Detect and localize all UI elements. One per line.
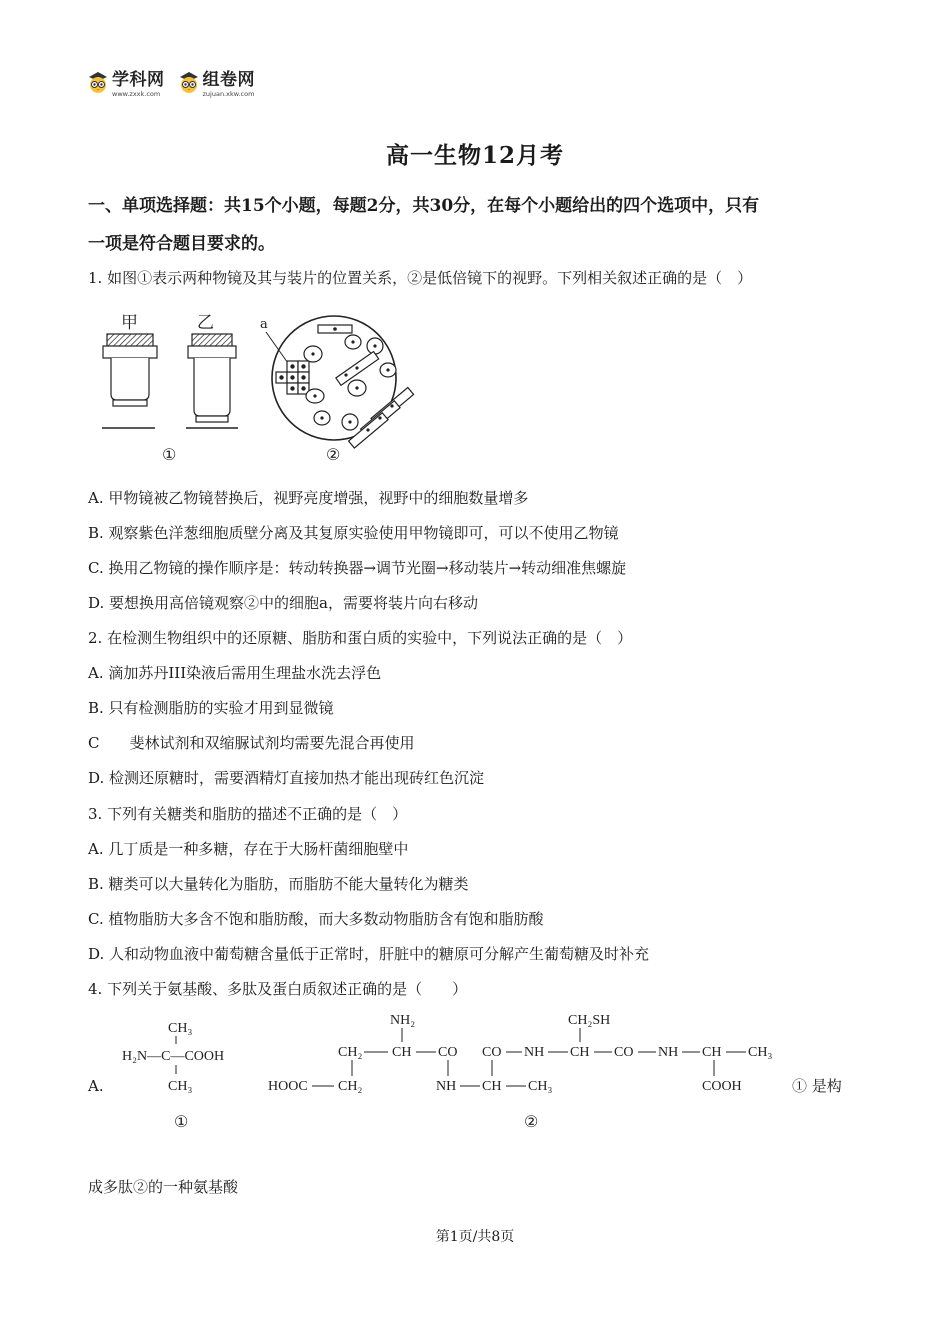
svg-text:COOH: COOH xyxy=(702,1079,742,1094)
logo-zujuan xyxy=(177,70,256,98)
svg-text:CH: CH xyxy=(482,1079,502,1094)
svg-text:HOOC: HOOC xyxy=(268,1079,308,1094)
owl-mascot-icon xyxy=(86,70,110,94)
q1-option-a: A. 甲物镜被乙物镜替换后，视野亮度增强，视野中的细胞数量增多 xyxy=(88,489,529,507)
svg-text:NH: NH xyxy=(524,1045,545,1060)
objective-jia xyxy=(102,313,157,428)
svg-text:CH₃: CH₃ xyxy=(168,1079,193,1094)
svg-text:CH₂: CH₂ xyxy=(338,1045,363,1060)
svg-text:CO: CO xyxy=(482,1045,502,1060)
caption-2: ② xyxy=(326,445,341,464)
svg-text:CH₃: CH₃ xyxy=(168,1021,193,1036)
section-heading-line2: 一项是符合题目要求的。 xyxy=(88,234,275,254)
svg-text:CH: CH xyxy=(570,1045,590,1060)
formula-polypeptide xyxy=(268,1013,772,1131)
objective-yi xyxy=(186,313,238,428)
page-title: 高一生物12月考 xyxy=(385,142,564,169)
owl-mascot-icon xyxy=(177,70,201,94)
q2-option-a: A. 滴加苏丹III染液后需用生理盐水洗去浮色 xyxy=(88,664,382,682)
q1-stem: 1. 如图①表示两种物镜及其与装片的位置关系，②是低倍镜下的视野。下列相关叙述正确的是（ ） xyxy=(88,269,753,287)
logo-name: 组卷网 xyxy=(202,70,255,90)
q1-option-b: B. 观察紫色洋葱细胞质壁分离及其复原实验使用甲物镜即可，可以不使用乙物镜 xyxy=(88,524,619,542)
label-yi: 乙 xyxy=(197,313,214,333)
svg-text:CO: CO xyxy=(438,1045,458,1060)
page-footer: 第1页/共8页 xyxy=(435,1229,515,1245)
q1-option-d: D. 要想换用高倍镜观察②中的细胞a，需要将装片向右移动 xyxy=(88,594,478,612)
svg-text:CO: CO xyxy=(614,1045,634,1060)
q2-option-c: C 斐林试剂和双缩脲试剂均需要先混合再使用 xyxy=(88,734,415,752)
label-a: a xyxy=(260,317,268,332)
q2-option-d: D. 检测还原糖时，需要酒精灯直接加热才能出现砖红色沉淀 xyxy=(88,769,485,787)
svg-text:CH₃: CH₃ xyxy=(748,1045,773,1060)
q3-option-a: A. 几丁质是一种多糖，存在于大肠杆菌细胞壁中 xyxy=(88,840,409,858)
svg-text:NH: NH xyxy=(658,1045,679,1060)
q3-stem: 3. 下列有关糖类和脂肪的描述不正确的是（ ） xyxy=(88,805,408,823)
svg-text:CH: CH xyxy=(392,1045,412,1060)
svg-text:NH: NH xyxy=(436,1079,457,1094)
header-logos xyxy=(86,70,255,104)
q4-stem: 4. 下列关于氨基酸、多肽及蛋白质叙述正确的是（ ） xyxy=(88,980,468,998)
logo-xueke xyxy=(86,70,165,98)
q1-option-c: C. 换用乙物镜的操作顺序是：转动转换器→调节光圈→移动装片→转动细准焦螺旋 xyxy=(88,559,627,577)
q4-option-a-prefix: A. xyxy=(88,1077,104,1095)
formula-caption-2: ② xyxy=(524,1112,539,1131)
microscope-field xyxy=(260,316,414,448)
q4-formula-figure xyxy=(112,1008,792,1138)
caption-1: ① xyxy=(162,445,177,464)
logo-url: zujuan.xkw.com xyxy=(202,90,255,98)
q3-option-c: C. 植物脂肪大多含不饱和脂肪酸，而大多数动物脂肪含有饱和脂肪酸 xyxy=(88,910,544,928)
logo-name: 学科网 xyxy=(112,70,165,90)
q3-option-d: D. 人和动物血液中葡萄糖含量低于正常时，肝脏中的糖原可分解产生葡萄糖及时补充 xyxy=(88,945,650,963)
q1-figure xyxy=(100,308,420,468)
q4-option-a-suffix: ① 是构 xyxy=(792,1077,842,1095)
q2-option-b: B. 只有检测脂肪的实验才用到显微镜 xyxy=(88,699,334,717)
q2-stem: 2. 在检测生物组织中的还原糖、脂肪和蛋白质的实验中，下列说法正确的是（ ） xyxy=(88,629,633,647)
formula-caption-1: ① xyxy=(174,1112,189,1131)
svg-text:CH: CH xyxy=(702,1045,722,1060)
formula-amino-acid xyxy=(122,1021,224,1131)
section-heading-line1: 一、单项选择题：共15个小题，每题2分，共30分，在每个小题给出的四个选项中，只有 xyxy=(88,196,760,216)
label-jia: 甲 xyxy=(121,313,138,333)
svg-text:H₂N—C—COOH: H₂N—C—COOH xyxy=(122,1049,225,1064)
svg-text:CH₃: CH₃ xyxy=(528,1079,553,1094)
q3-option-b: B. 糖类可以大量转化为脂肪，而脂肪不能大量转化为糖类 xyxy=(88,875,469,893)
logo-url: www.zxxk.com xyxy=(112,90,161,98)
svg-text:CH₂SH: CH₂SH xyxy=(568,1013,611,1028)
svg-text:CH₂: CH₂ xyxy=(338,1079,363,1094)
q4-option-a-continued: 成多肽②的一种氨基酸 xyxy=(88,1178,239,1196)
svg-text:NH₂: NH₂ xyxy=(390,1013,416,1028)
